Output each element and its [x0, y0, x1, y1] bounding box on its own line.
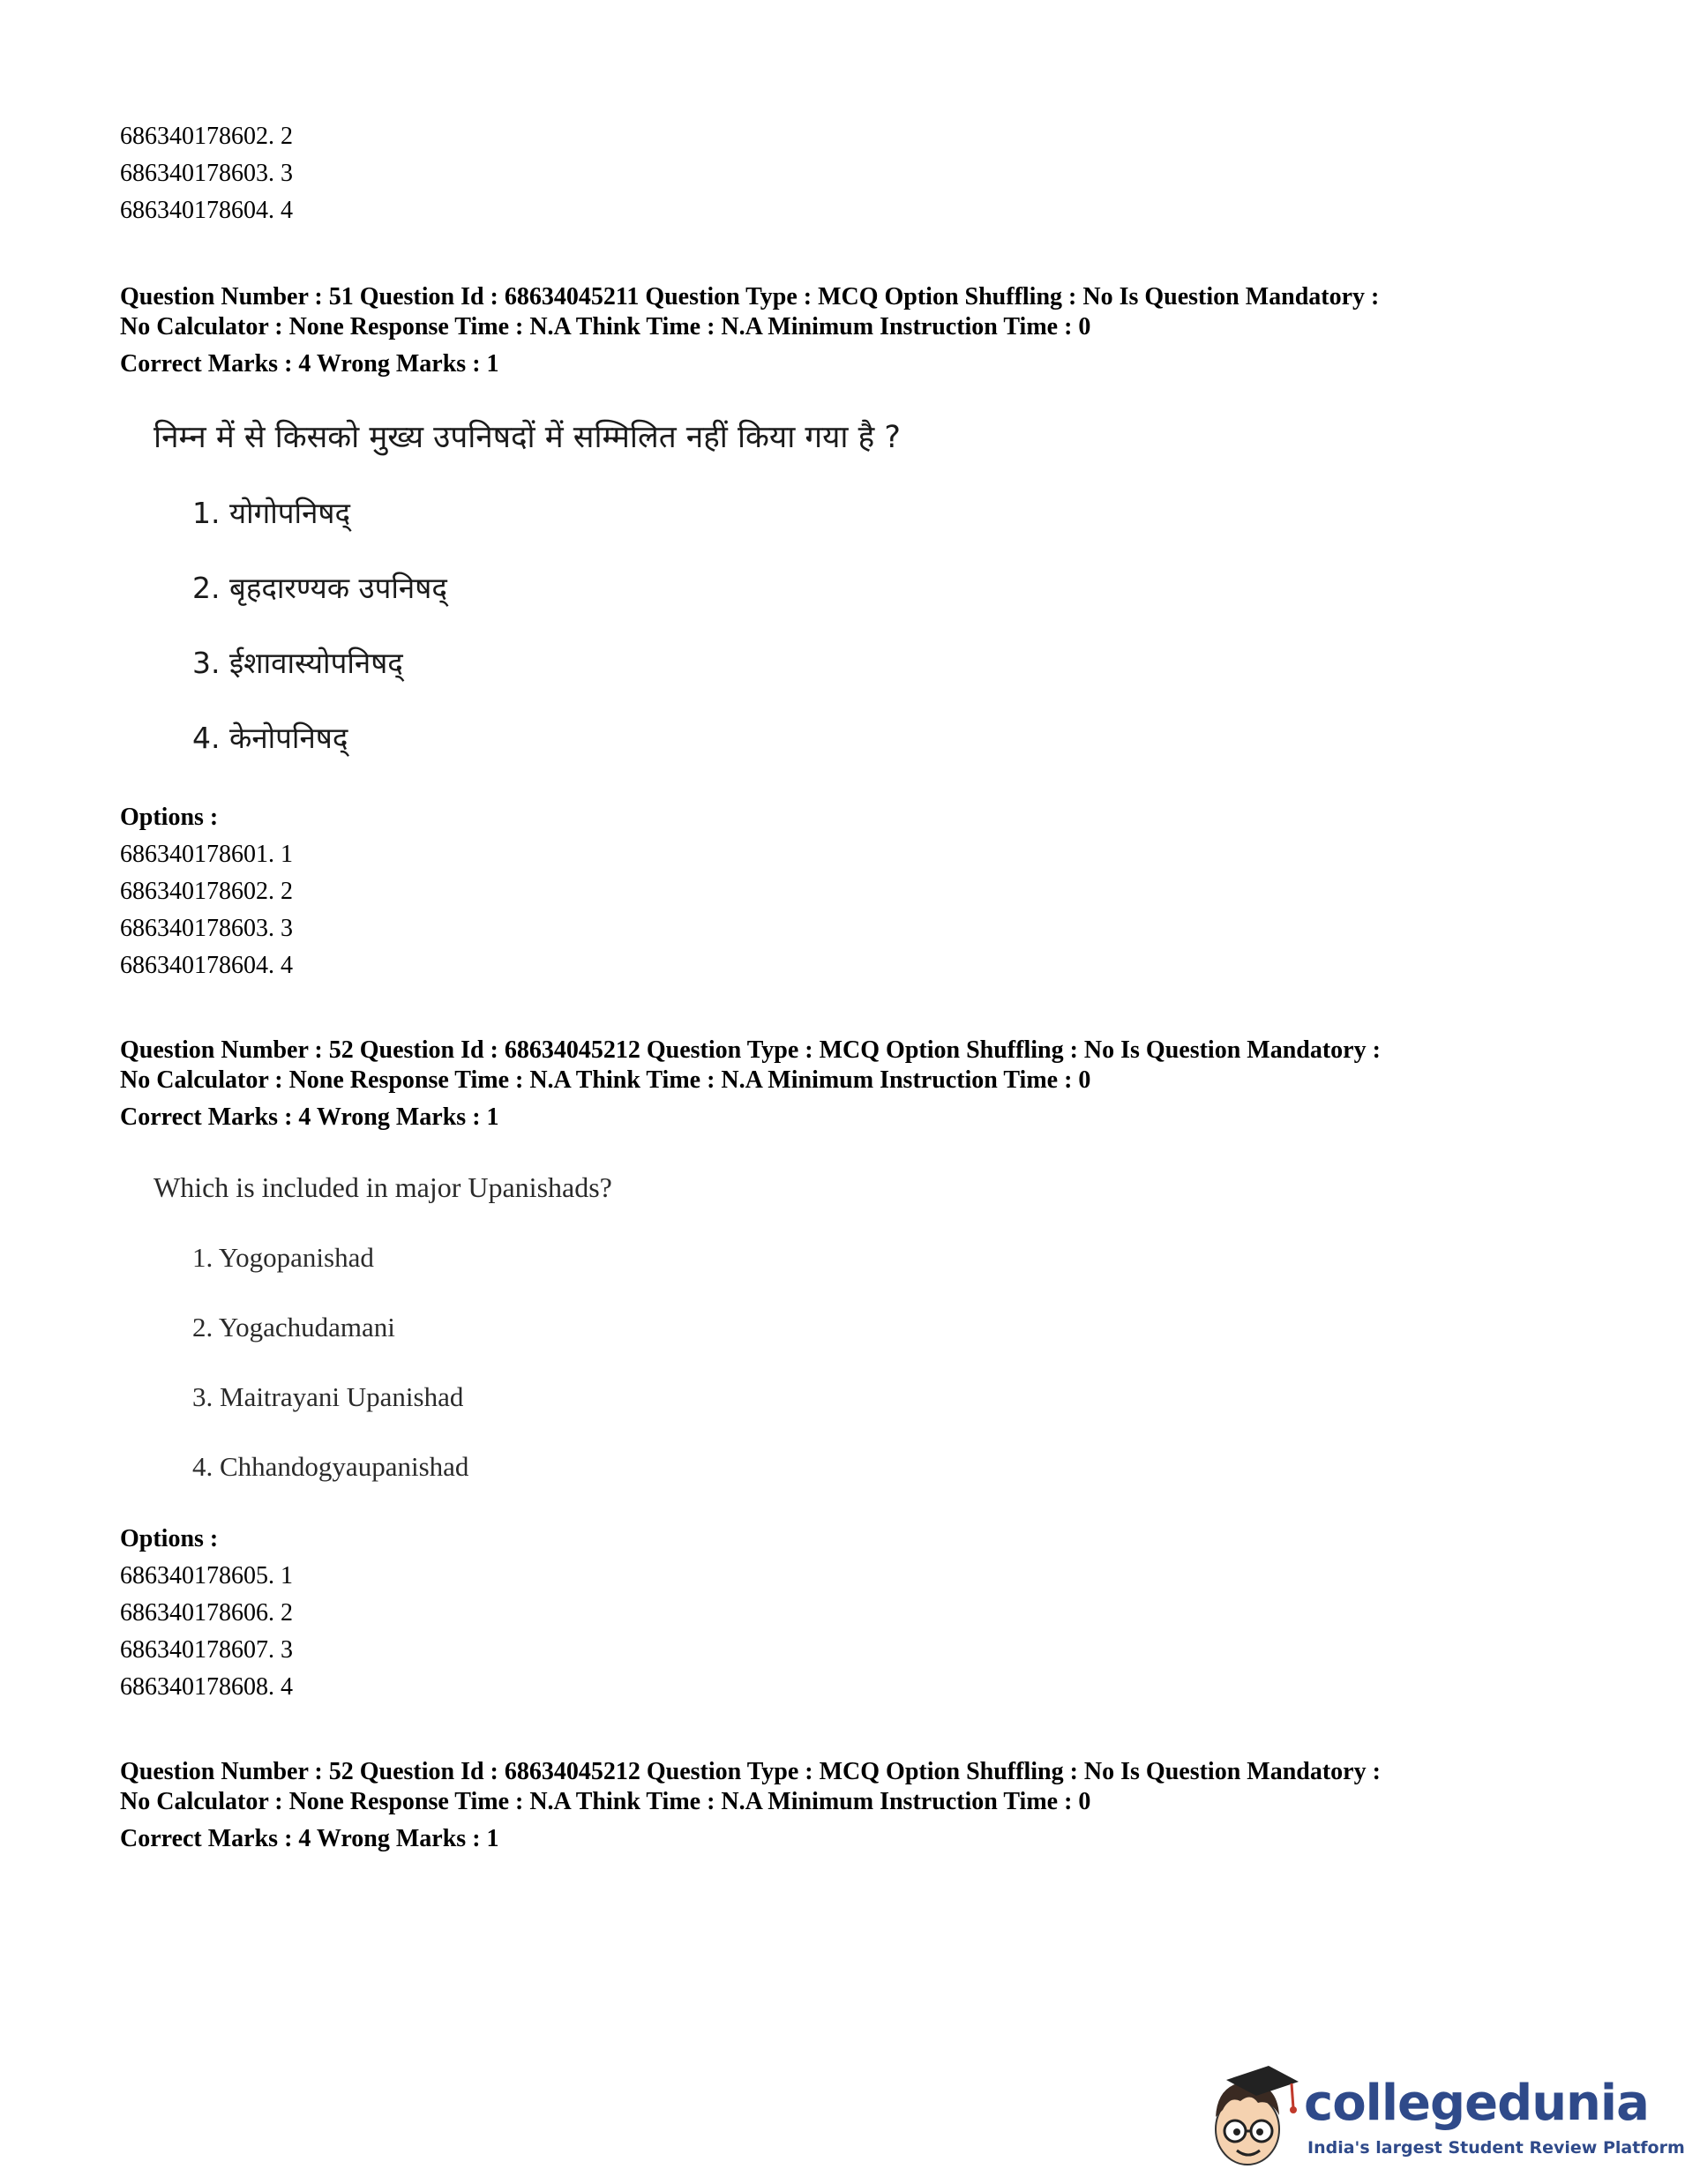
- choice-1: 1. Yogopanishad: [192, 1242, 374, 1273]
- option-line: 686340178602. 2: [120, 123, 293, 150]
- logo-tagline: India's largest Student Review Platform: [1307, 2138, 1685, 2158]
- option-line: 686340178608. 4: [120, 1673, 293, 1701]
- question-block-51: [120, 282, 1531, 379]
- options-block-52: [120, 1521, 1531, 1706]
- options-label: Options :: [120, 804, 219, 831]
- question-image-51: [154, 420, 901, 755]
- collegedunia-logo[interactable]: [1200, 2061, 1685, 2173]
- question-block-52: [120, 1036, 1531, 1133]
- option-line: 686340178602. 2: [120, 878, 293, 905]
- mascot-icon: [1200, 2061, 1304, 2173]
- choice-2: 2. Yogachudamani: [192, 1312, 395, 1343]
- choice-4: 4. Chhandogyaupanishad: [192, 1451, 469, 1482]
- option-line: 686340178601. 1: [120, 841, 293, 868]
- question-stem: Which is included in major Upanishads?: [154, 1171, 612, 1203]
- logo-wordmark: collegedunia: [1304, 2075, 1649, 2132]
- question-meta-line-1: Question Number : 51 Question Id : 68634045211 Question Type : MCQ Option Shuffling : No Is Question Mandatory :: [120, 283, 1380, 310]
- question-meta-line-1: Question Number : 52 Question Id : 68634045212 Question Type : MCQ Option Shuffling : No Is Question Mandatory :: [120, 1758, 1381, 1785]
- previous-options-list: [120, 118, 293, 229]
- options-label: Options :: [120, 1525, 219, 1552]
- option-line: 686340178607. 3: [120, 1636, 293, 1664]
- question-meta-line-2: No Calculator : None Response Time : N.A Think Time : N.A Minimum Instruction Time : 0: [120, 1066, 1091, 1094]
- choice-3: 3. ईशावास्योपनिषद्: [192, 646, 403, 680]
- choice-3: 3. Maitrayani Upanishad: [192, 1381, 464, 1412]
- question-meta-line-2: No Calculator : None Response Time : N.A Think Time : N.A Minimum Instruction Time : 0: [120, 313, 1091, 340]
- options-block-51: [120, 799, 1531, 984]
- choice-4: 4. केनोपनिषद्: [192, 721, 348, 755]
- question-image-52: [154, 1170, 612, 1482]
- question-meta-line-1: Question Number : 52 Question Id : 68634045212 Question Type : MCQ Option Shuffling : No Is Question Mandatory :: [120, 1036, 1381, 1064]
- option-line: 686340178603. 3: [120, 160, 293, 187]
- option-line: 686340178603. 3: [120, 915, 293, 942]
- choice-1: 1. योगोपनिषद्: [192, 496, 350, 530]
- question-stem: निम्न में से किसको मुख्य उपनिषदों में सम्मिलित नहीं किया गया है ?: [154, 420, 901, 455]
- question-marks: Correct Marks : 4 Wrong Marks : 1: [120, 350, 499, 378]
- question-block-52-repeat: [120, 1757, 1531, 1854]
- question-marks: Correct Marks : 4 Wrong Marks : 1: [120, 1825, 499, 1852]
- question-marks: Correct Marks : 4 Wrong Marks : 1: [120, 1103, 499, 1131]
- question-meta-line-2: No Calculator : None Response Time : N.A Think Time : N.A Minimum Instruction Time : 0: [120, 1788, 1091, 1815]
- option-line: 686340178606. 2: [120, 1599, 293, 1627]
- choice-2: 2. बृहदारण्यक उपनिषद्: [192, 571, 447, 605]
- option-line: 686340178604. 4: [120, 952, 293, 979]
- option-line: 686340178605. 1: [120, 1562, 293, 1589]
- option-line: 686340178604. 4: [120, 197, 293, 224]
